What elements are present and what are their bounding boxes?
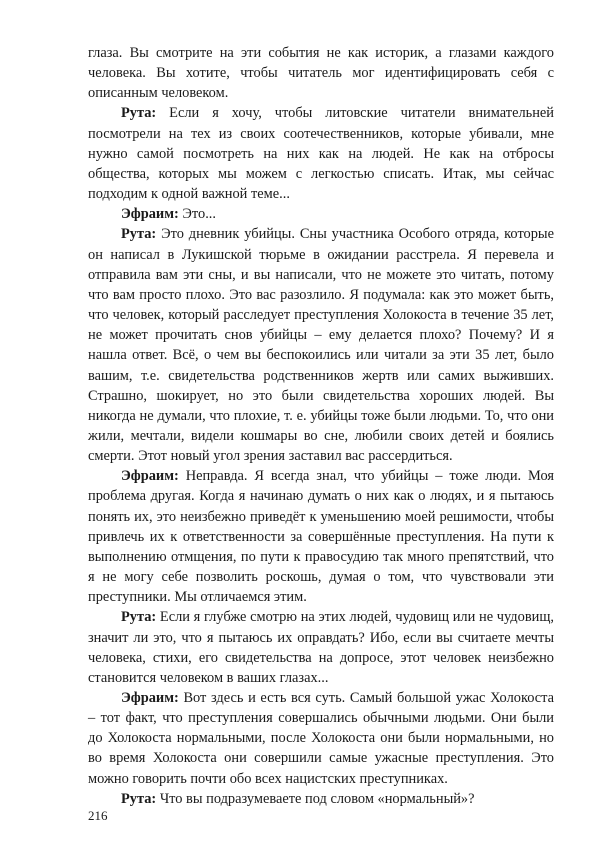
paragraph-efraim — [88, 688, 554, 789]
paragraph-text: Что вы подразумеваете под словом «нормальный»? — [156, 790, 475, 807]
paragraph-text: Это дневник убийцы. Сны участника Особого отряда, которые он написал в Лукишской тюрьме в ожидании расстрела. Я перевела и отправила вам эти сны, и вы написали, что не можете это читать, потому что вам просто плохо. Это вас разозлило. Я подумала: как это может быть, что человек, который расследует преступления Холокоста в течение 35 лет, не может прочитать снов убийцы – ему делается плохо? Почему? И я нашла ответ. Всё, о чем вы беспокоились или читали за эти 35 лет, было вашим, т.е. свидетельства родственников жертв или самих выживших. Страшно, шокирует, но это были свидетельства хороших людей. Вы никогда не думали, что плохие, т. е. убийцы тоже были людьми. То, что они жили, мечтали, видели кошмары во сне, любили своих детей и боялись смерти. Этот новый угол зрения заставил вас рассердиться. — [88, 226, 554, 465]
paragraph-text: Если я глубже смотрю на этих людей, чудовищ или не чудовищ, значит ли это, что я пытаюсь их оправдать? Ибо, если вы считаете мечты человека, стихи, его свидетельства на допросе, этот человек неизбежно становится человеком в ваших глазах... — [88, 609, 554, 686]
paragraph-text: Это... — [178, 206, 216, 223]
speaker-name: Рута: — [121, 609, 157, 626]
paragraph-ruta — [88, 103, 554, 204]
paragraph-efraim — [88, 204, 554, 224]
speaker-name: Рута: — [121, 226, 157, 243]
paragraph-ruta — [88, 607, 554, 688]
document-body — [88, 43, 554, 809]
paragraph-ruta — [88, 789, 554, 809]
speaker-name: Эфраим: — [121, 690, 179, 706]
speaker-name: Рута: — [121, 790, 157, 807]
speaker-name: Рута: — [121, 105, 157, 122]
page-number: 216 — [88, 808, 108, 823]
paragraph-efraim — [88, 466, 554, 607]
paragraph-ruta — [88, 224, 554, 466]
paragraph-text: Вот здесь и есть вся суть. Самый большой ужас Холокоста – тот факт, что преступления совершались обычными людьми. Они были до Холокоста нормальными, после Холокоста они были нормальными, но во время Холокоста они совершили самые ужасные преступления. Это можно говорить почти обо всех нацистских преступниках. — [88, 690, 554, 787]
paragraph-text: Неправда. Я всегда знал, что убийцы – тоже люди. Моя проблема другая. Когда я начинаю думать о них как о людях, и я пытаюсь понять их, это неизбежно приведёт к уменьшению моей решимости, чтобы привлечь их к ответственности за совершённые преступления. На пути к выполнению отмщения, по пути к правосудию так много препятствий, что я не могу себе позволить роскошь, думая о том, что чувствовали эти преступники. Мы отличаемся этим. — [88, 468, 554, 606]
paragraph-text: Если я хочу, чтобы литовские читатели внимательней посмотрели на тех из своих соотечественников, которые убивали, мне нужно самой посмотреть на них как на людей. Не как на отбросы общества, которых мы можем с легкостью списать. Итак, мы сейчас подходим к одной важной теме... — [88, 105, 554, 203]
paragraph-text: глаза. Вы смотрите на эти события не как историк, а глазами каждого человека. Вы хотите, чтобы читатель мог идентифицировать себя с описанным человеком. — [88, 45, 554, 102]
paragraph-continuation — [88, 43, 554, 103]
speaker-name: Эфраим: — [121, 206, 179, 223]
speaker-name: Эфраим: — [121, 468, 179, 485]
